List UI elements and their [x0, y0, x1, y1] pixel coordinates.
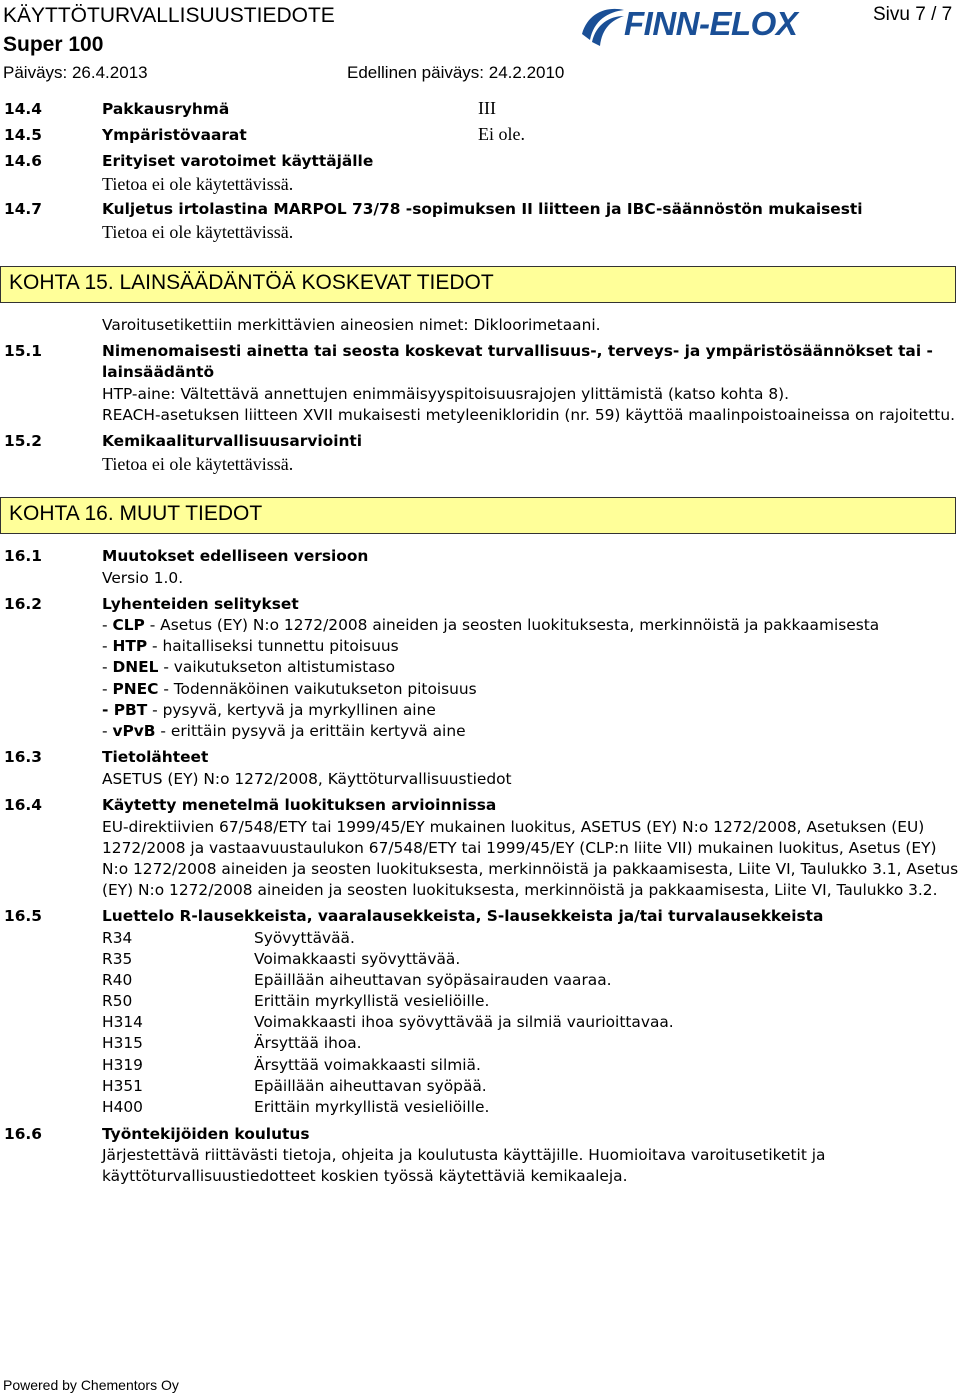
item-text: Tietoa ei ole käytettävissä. — [102, 454, 294, 474]
item-title: Työntekijöiden koulutus — [102, 1125, 310, 1143]
abbreviation-item — [102, 680, 477, 698]
item-title: Käytetty menetelmä luokituksen arvioinnissa — [102, 796, 497, 814]
item-title: Lyhenteiden selitykset — [102, 595, 299, 613]
packing-group-value: III — [478, 98, 496, 118]
abbreviation-dash: - — [102, 722, 113, 740]
abbreviation-dash: - — [102, 616, 113, 634]
item-number: 16.5 — [4, 907, 42, 925]
abbreviation-dash: - — [102, 701, 114, 719]
abbreviation-term: DNEL — [112, 658, 159, 676]
phrase-code: H400 — [102, 1098, 143, 1116]
item-text: REACH-asetuksen liitteen XVII mukaisesti metyleenikloridin (nr. 59) käyttöä maalinpoistoaineissa on rajoitettu. — [102, 406, 955, 424]
item-text: Tietoa ei ole käytettävissä. — [102, 222, 294, 242]
abbreviation-desc: - pysyvä, kertyvä ja myrkyllinen aine — [147, 701, 436, 719]
item-number: 14.6 — [4, 152, 42, 170]
abbreviation-dash: - — [102, 637, 113, 655]
phrase-text: Voimakkaasti syövyttävää. — [254, 950, 461, 968]
item-text: ASETUS (EY) N:o 1272/2008, Käyttöturvallisuustiedot — [102, 770, 512, 788]
abbreviation-term: vPvB — [112, 722, 156, 740]
section-heading-text: KOHTA 16. MUUT TIEDOT — [9, 502, 263, 525]
section-15-heading — [0, 266, 956, 303]
method-line: 1272/2008 ja vastaavuustaulukon 67/548/ETY tai 1999/45/EY (CLP:n liite VII) mukainen luokitus, Asetus (EY) — [102, 839, 937, 857]
footer-credit: Powered by Chementors Oy — [3, 1377, 179, 1393]
logo-wordmark: FINN-ELOX — [624, 5, 798, 42]
swoosh-icon — [578, 4, 626, 50]
abbreviation-desc: - erittäin pysyvä ja erittäin kertyvä aine — [155, 722, 466, 740]
item-text: HTP-aine: Vältettävä annettujen enimmäisyyspitoisuusrajojen ylittämistä (katso kohta 8). — [102, 385, 790, 403]
item-number: 16.1 — [4, 547, 42, 565]
item-title: Kuljetus irtolastina MARPOL 73/78 -sopimuksen II liitteen ja IBC-säännöstön mukaisesti — [102, 200, 863, 218]
page-number: Sivu 7 / 7 — [873, 4, 953, 25]
method-line: EU-direktiivien 67/548/ETY tai 1999/45/EY mukainen luokitus, ASETUS (EY) N:o 1272/2008, Asetuksen (EU) — [102, 818, 925, 836]
item-title: Luettelo R-lausekkeista, vaaralausekkeista, S-lausekkeista ja/tai turvalausekkeista — [102, 907, 824, 925]
item-number: 14.4 — [4, 100, 42, 118]
document-title: KÄYTTÖTURVALLISUUSTIEDOTE — [3, 4, 335, 27]
item-text: käyttöturvallisuustiedotteet koskien työssä käytettäviä kemikaaleja. — [102, 1167, 628, 1185]
abbreviation-desc: - Todennäköinen vaikutukseton pitoisuus — [158, 680, 477, 698]
item-number: 14.7 — [4, 200, 42, 218]
phrase-text: Ärsyttää voimakkaasti silmiä. — [254, 1056, 481, 1074]
phrase-text: Voimakkaasti ihoa syövyttävää ja silmiä vaurioittavaa. — [254, 1013, 674, 1031]
abbreviation-term: PBT — [113, 701, 148, 719]
item-number: 16.6 — [4, 1125, 42, 1143]
abbreviation-dash: - — [102, 658, 113, 676]
method-line: N:o 1272/2008 aineiden ja seosten luokituksesta, merkinnöistä ja pakkaamisesta, Liite VI, Taulukko 3.1, Asetus — [102, 860, 959, 878]
phrase-code: H319 — [102, 1056, 143, 1074]
item-number: 16.4 — [4, 796, 42, 814]
item-title: Ympäristövaarat — [102, 126, 247, 144]
abbreviation-desc: - vaikutukseton altistumistaso — [158, 658, 396, 676]
phrase-text: Syövyttävää. — [254, 929, 355, 947]
section-heading-text: KOHTA 15. LAINSÄÄDÄNTÖÄ KOSKEVAT TIEDOT — [9, 271, 494, 294]
company-logo — [578, 4, 834, 50]
phrase-code: H315 — [102, 1034, 143, 1052]
phrase-code: H351 — [102, 1077, 143, 1095]
phrase-code: R35 — [102, 950, 133, 968]
item-title: Pakkausryhmä — [102, 100, 230, 118]
abbreviation-term: PNEC — [112, 680, 159, 698]
item-number: 15.1 — [4, 342, 42, 360]
item-title: Erityiset varotoimet käyttäjälle — [102, 152, 374, 170]
phrase-text: Erittäin myrkyllistä vesieliöille. — [254, 1098, 490, 1116]
method-line: (EY) N:o 1272/2008 aineiden ja seosten luokituksesta, merkinnöistä ja pakkaamisesta, Liite VI, Taulukko 3.2. — [102, 881, 938, 899]
abbreviation-item — [102, 658, 395, 676]
document-date: Päiväys: 26.4.2013 — [3, 63, 148, 82]
item-number: 15.2 — [4, 432, 42, 450]
abbreviation-desc: - Asetus (EY) N:o 1272/2008 aineiden ja seosten luokituksesta, merkinnöistä ja pakkaamisesta — [144, 616, 880, 634]
abbreviation-term: HTP — [112, 637, 148, 655]
abbreviation-dash: - — [102, 680, 113, 698]
item-title: Tietolähteet — [102, 748, 209, 766]
item-title-cont: lainsäädäntö — [102, 363, 215, 381]
phrase-text: Erittäin myrkyllistä vesieliöille. — [254, 992, 490, 1010]
abbreviation-desc: - haitalliseksi tunnettu pitoisuus — [147, 637, 399, 655]
item-title: Nimenomaisesti ainetta tai seosta koskevat turvallisuus-, terveys- ja ympäristösäännökset tai - — [102, 342, 933, 360]
abbreviation-item — [102, 701, 436, 719]
label-ingredients: Varoitusetikettiin merkittävien aineosien nimet: Dikloorimetaani. — [102, 316, 601, 334]
version-text: Versio 1.0. — [102, 569, 184, 587]
abbreviation-item — [102, 722, 466, 740]
item-number: 16.2 — [4, 595, 42, 613]
product-name: Super 100 — [3, 33, 104, 56]
item-title: Kemikaaliturvallisuusarviointi — [102, 432, 363, 450]
item-text: Tietoa ei ole käytettävissä. — [102, 174, 294, 194]
phrase-code: H314 — [102, 1013, 143, 1031]
phrase-text: Ärsyttää ihoa. — [254, 1034, 362, 1052]
item-title: Muutokset edelliseen versioon — [102, 547, 369, 565]
section-16-heading — [0, 497, 956, 534]
phrase-text: Epäillään aiheuttavan syöpäsairauden vaaraa. — [254, 971, 612, 989]
phrase-code: R40 — [102, 971, 133, 989]
phrase-text: Epäillään aiheuttavan syöpää. — [254, 1077, 487, 1095]
item-number: 14.5 — [4, 126, 42, 144]
abbreviation-item — [102, 616, 879, 634]
previous-date: Edellinen päiväys: 24.2.2010 — [347, 63, 565, 82]
phrase-code: R50 — [102, 992, 133, 1010]
environment-hazard-value: Ei ole. — [478, 124, 525, 144]
phrase-code: R34 — [102, 929, 133, 947]
item-number: 16.3 — [4, 748, 42, 766]
item-text: Järjestettävä riittävästi tietoja, ohjeita ja koulutusta käyttäjille. Huomioitava varoitusetiketit ja — [102, 1146, 826, 1164]
abbreviation-term: CLP — [112, 616, 145, 634]
abbreviation-item — [102, 637, 399, 655]
